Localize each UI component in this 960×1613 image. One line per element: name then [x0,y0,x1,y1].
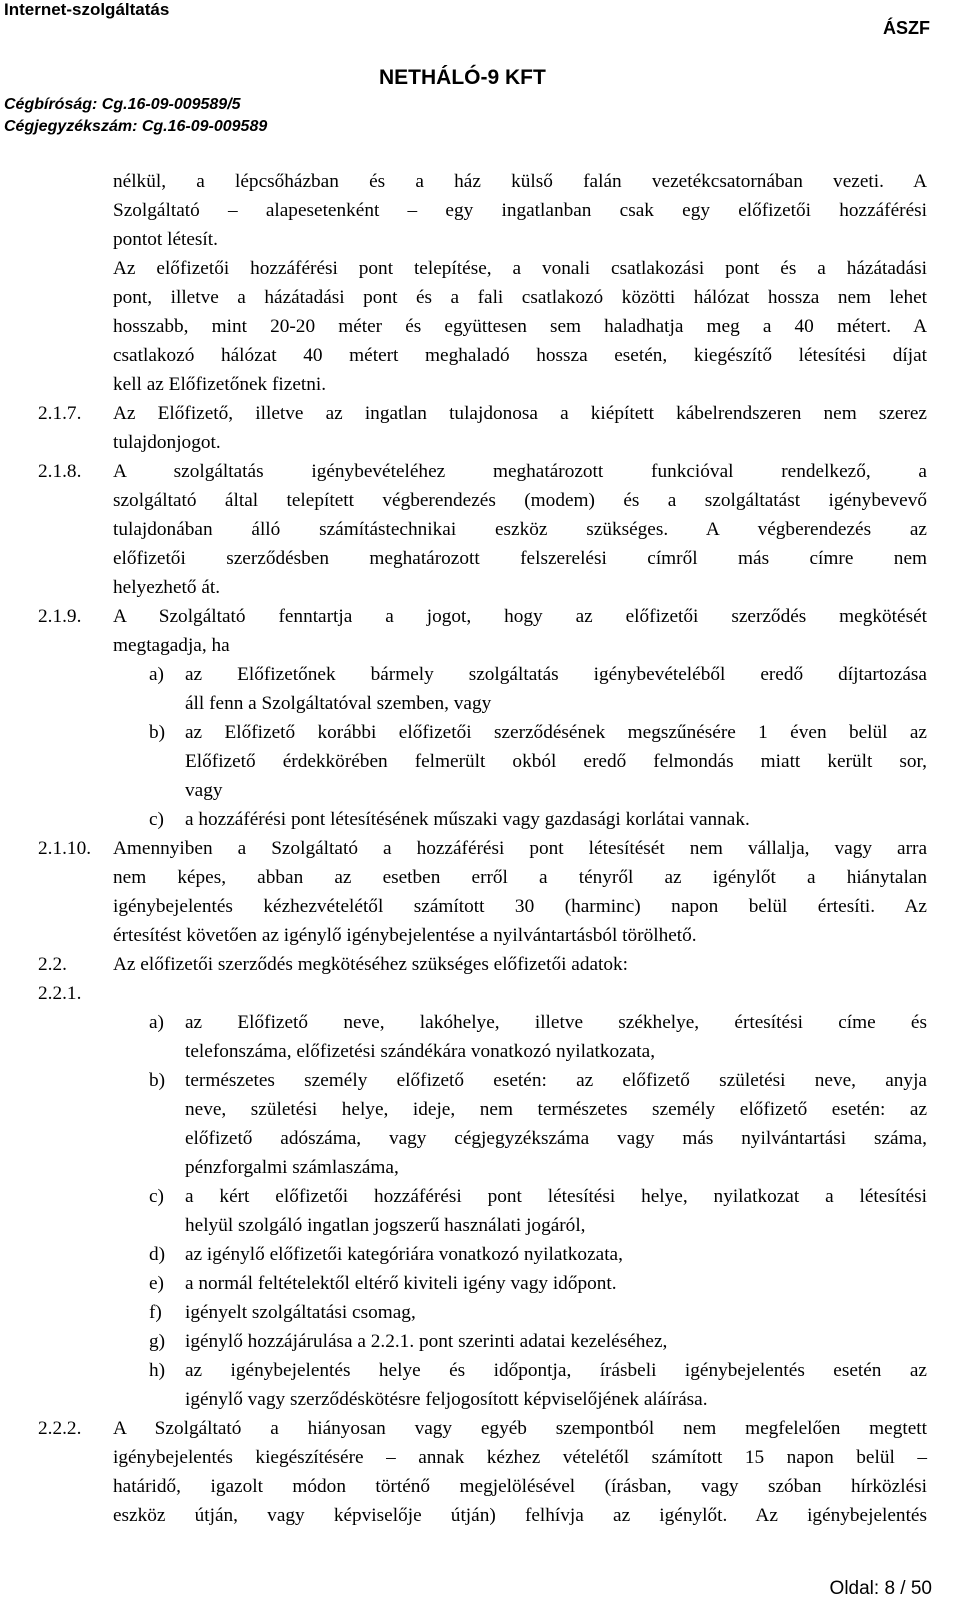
text-line: értesítést követően az igénylő igénybejelentése a nyilvántartásból törölhető. [113,925,697,946]
text-line: Az előfizetői hozzáférési pont telepítése, a vonali csatlakozási pont és a házátadási [113,258,927,279]
text-line: előfizetői szerződésben meghatározott felszerelési címről más címre nem [113,548,927,569]
section-number: 2.2. [38,954,67,975]
section-number: 2.2.1. [38,983,82,1004]
text-line: természetes személy előfizető esetén: az előfizető születési neve, anyja [185,1070,927,1091]
text-line: helyezhető át. [113,577,221,598]
text-line: az igénybejelentés helye és időpontja, írásbeli igénybejelentés esetén az [185,1360,927,1381]
text-line: telefonszáma, előfizetési szándékára vonatkozó nyilatkozata, [185,1041,656,1062]
item-label: d) [149,1244,166,1265]
header-registry-number: Cégjegyzékszám: Cg.16-09-009589 [4,118,268,135]
text-line: Szolgáltató – alapesetenként – egy ingatlanban csak egy előfizetői hozzáférési [113,200,927,221]
text-line: Amennyiben a Szolgáltató a hozzáférési pont létesítését nem vállalja, vagy arra [113,838,927,859]
text-line: igénybejelentés kézhezvételétől számított 30 (harminc) napon belül értesíti. Az [113,896,927,917]
text-line: vagy [185,780,223,801]
text-line: tulajdonjogot. [113,432,221,453]
text-line: nem képes, abban az esetben erről a tényről az igénylőt a hiánytalan [113,867,927,888]
text-line: az Előfizető neve, lakóhelye, illetve székhelye, értesítési címe és [185,1012,927,1033]
item-label: b) [149,722,166,743]
item-label: c) [149,1186,164,1207]
text-line: az Előfizető korábbi előfizetői szerződésének megszűnésére 1 éven belül az [185,722,927,743]
text-line: Az Előfizető, illetve az ingatlan tulajdonosa a kiépített kábelrendszeren nem szerez [113,403,927,424]
item-label: b) [149,1070,166,1091]
text-line: a normál feltételektől eltérő kiviteli igény vagy időpont. [185,1273,617,1294]
text-line: szolgáltató által telepített végberendezés (modem) és a szolgáltatást igénybevevő [113,490,927,511]
text-line: neve, születési helye, ideje, nem természetes személy előfizető esetén: az [185,1099,927,1120]
text-line: a kért előfizetői hozzáférési pont létesítési helye, nyilatkozat a létesítési [185,1186,927,1207]
text-line: igénylő hozzájárulása a 2.2.1. pont szerinti adatai kezeléséhez, [185,1331,668,1352]
item-label: g) [149,1331,166,1352]
text-line: hosszabb, mint 20-20 méter és együttesen sem haladhatja meg a 40 métert. A [113,316,927,337]
text-line: határidő, igazolt módon történő megjelölésével (írásban, vagy szóban hírközlési [113,1476,927,1497]
text-line: az igénylő előfizetői kategóriára vonatkozó nyilatkozata, [185,1244,623,1265]
text-line: igénybejelentés kiegészítésére – annak kézhez vételétől számított 15 napon belül – [113,1447,927,1468]
text-line: csatlakozó hálózat 40 métert meghaladó hossza esetén, kiegészítő létesítési díjat [113,345,927,366]
item-label: c) [149,809,164,830]
text-line: Előfizető érdekkörében felmerült okból eredő felmondás miatt került sor, [185,751,927,772]
header-court: Cégbíróság: Cg.16-09-009589/5 [4,96,241,113]
item-label: h) [149,1360,166,1381]
page-number: Oldal: 8 / 50 [829,1578,932,1599]
section-number: 2.1.7. [38,403,82,424]
text-line: a hozzáférési pont létesítésének műszaki vagy gazdasági korlátai vannak. [185,809,750,830]
text-line: igénylő vagy szerződéskötésre feljogosított képviselőjének aláírása. [185,1389,708,1410]
header-document-type: ÁSZF [883,18,930,38]
section-number: 2.1.9. [38,606,82,627]
item-label: f) [149,1302,162,1323]
section-number: 2.1.8. [38,461,82,482]
text-line: A szolgáltatás igénybevételéhez meghatározott funkcióval rendelkező, a [113,461,927,482]
text-line: eszköz útján, vagy képviselője útján) felhívja az igénylőt. Az igénybejelentés [113,1505,927,1526]
section-number: 2.2.2. [38,1418,82,1439]
header-company-name: NETHÁLÓ-9 KFT [379,66,546,89]
text-line: pontot létesít. [113,229,218,250]
text-line: igényelt szolgáltatási csomag, [185,1302,416,1323]
text-line: nélkül, a lépcsőházban és a ház külső falán vezetékcsatornában vezeti. A [113,171,927,192]
text-line: Az előfizetői szerződés megkötéséhez szükséges előfizetői adatok: [113,954,629,975]
text-line: A Szolgáltató fenntartja a jogot, hogy az előfizetői szerződés megkötését [113,606,927,627]
text-line: az Előfizetőnek bármely szolgáltatás igénybevételéből eredő díjtartozása [185,664,927,685]
text-line: kell az Előfizetőnek fizetni. [113,374,327,395]
text-line: megtagadja, ha [113,635,230,656]
item-label: a) [149,1012,164,1033]
text-line: tulajdonában álló számítástechnikai eszköz szükséges. A végberendezés az [113,519,927,540]
text-line: áll fenn a Szolgáltatóval szemben, vagy [185,693,492,714]
item-label: e) [149,1273,164,1294]
text-line: A Szolgáltató a hiányosan vagy egyéb szempontból nem megfelelően megtett [113,1418,927,1439]
text-line: előfizető adószáma, vagy cégjegyzékszáma vagy más nyilvántartási száma, [185,1128,927,1149]
header-service-title: Internet-szolgáltatás [4,0,170,19]
text-line: pénzforgalmi számlaszáma, [185,1157,399,1178]
item-label: a) [149,664,164,685]
text-line: pont, illetve a házátadási pont és a fali csatlakozó közötti hálózat hossza nem lehet [113,287,927,308]
text-line: helyül szolgáló ingatlan jogszerű használati jogáról, [185,1215,586,1236]
section-number: 2.1.10. [38,838,92,859]
